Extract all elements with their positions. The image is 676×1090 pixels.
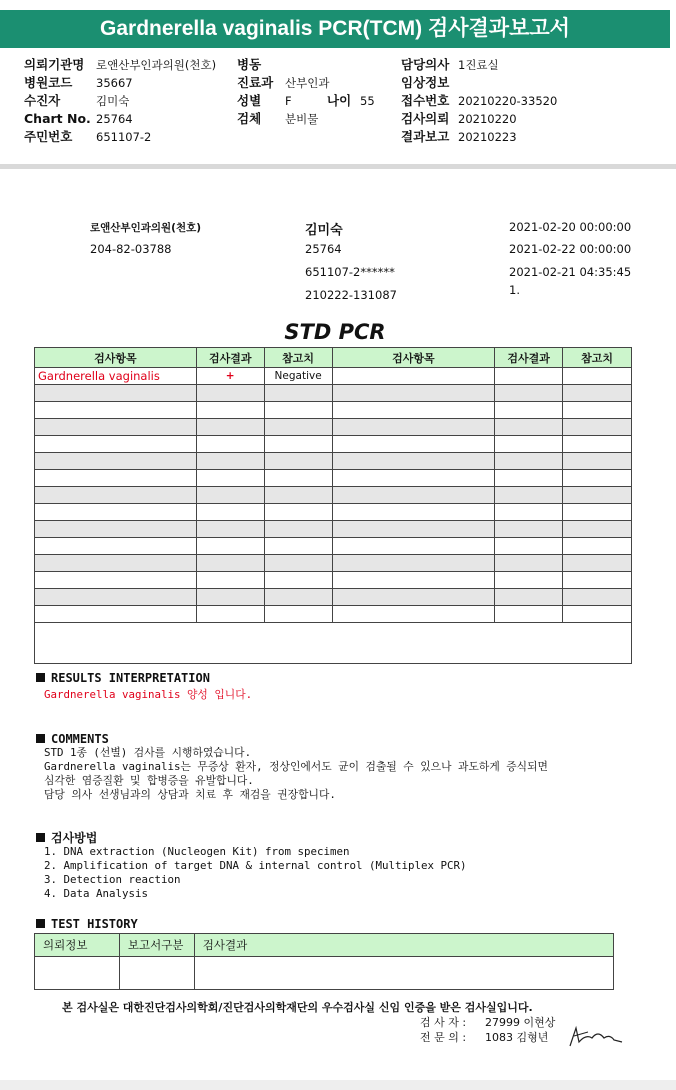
cell-test-item-2 — [332, 368, 495, 385]
method-line: 4. Data Analysis — [44, 887, 149, 900]
label-age: 나이 — [327, 93, 352, 108]
comments-heading-text: COMMENTS — [51, 732, 109, 746]
page-bottom-band — [0, 1080, 676, 1090]
table-row — [35, 521, 632, 538]
label-chart-no: Chart No. — [24, 111, 91, 126]
value-chart-no: 25764 — [96, 112, 133, 126]
label-hospital-code: 병원코드 — [24, 75, 73, 90]
table-row — [35, 385, 632, 402]
std-pcr-table — [34, 347, 632, 664]
patient-chart: 25764 — [305, 242, 342, 256]
label-sex: 성별 — [237, 93, 262, 108]
label-doctor: 담당의사 — [401, 57, 450, 72]
value-patient: 김미숙 — [96, 94, 130, 108]
section-title: STD PCR — [284, 320, 386, 344]
date-1: 2021-02-20 00:00:00 — [509, 220, 632, 234]
comment-line: 담당 의사 선생님과의 상담과 치료 후 재검을 권장합니다. — [44, 788, 336, 801]
comments-heading — [36, 732, 109, 746]
results-text: Gardnerella vaginalis 양성 입니다. — [44, 688, 253, 701]
comment-line: Gardnerella vaginalis는 무증상 환자, 정상인에서도 균이 검출될 수 있으나 과도하게 증식되면 — [44, 760, 548, 773]
th-report-type: 보고서구분 — [119, 934, 194, 957]
tester-value: 27999 이현상 — [485, 1016, 556, 1029]
cell-test-item: Gardnerella vaginalis — [35, 368, 197, 385]
value-doctor: 1진료실 — [458, 58, 499, 72]
history-heading — [36, 917, 138, 931]
header-divider — [0, 164, 676, 169]
date-3-suffix: 1. — [509, 283, 520, 297]
patient-name: 김미숙 — [305, 223, 343, 238]
table-row — [35, 572, 632, 589]
history-table — [34, 933, 614, 990]
method-line: 2. Amplification of target DNA & internal control (Multiplex PCR) — [44, 859, 467, 872]
table-row — [35, 487, 632, 504]
results-heading — [36, 671, 210, 685]
value-report-date: 20210223 — [458, 130, 517, 144]
table-row — [35, 470, 632, 487]
comment-line: STD 1종 (선별) 검사를 시행하였습니다. — [44, 746, 252, 759]
tester-label: 검 사 자 : — [420, 1016, 467, 1029]
value-request-date: 20210220 — [458, 112, 517, 126]
table-row — [35, 606, 632, 623]
method-line: 3. Detection reaction — [44, 873, 181, 886]
label-requester: 의뢰기관명 — [24, 57, 85, 72]
th-request-info: 의뢰정보 — [35, 934, 120, 957]
table-row — [35, 453, 632, 470]
table-row — [35, 589, 632, 606]
th-result-2: 검사결과 — [495, 348, 563, 368]
th-test-item-2: 검사항목 — [332, 348, 495, 368]
value-rrn: 651107-2 — [96, 130, 152, 144]
cell-reference-2 — [563, 368, 632, 385]
header-col1 — [24, 56, 216, 146]
header-col3 — [401, 56, 557, 146]
specialist-value: 1083 김형년 — [485, 1031, 549, 1044]
label-department: 진료과 — [237, 75, 274, 90]
history-heading-text: TEST HISTORY — [51, 917, 138, 931]
method-heading-text: 검사방법 — [51, 831, 98, 845]
th-result-1: 검사결과 — [196, 348, 264, 368]
header-col2 — [237, 56, 375, 128]
method-heading — [36, 829, 97, 846]
cell-result-2 — [495, 368, 563, 385]
date-2: 2021-02-22 00:00:00 — [509, 242, 632, 256]
table-footer-row — [35, 623, 632, 664]
label-request-date: 검사의뢰 — [401, 111, 450, 126]
patient-rrn: 651107-2****** — [305, 265, 395, 279]
label-specimen: 검체 — [237, 111, 262, 126]
value-department: 산부인과 — [285, 76, 330, 90]
table-row — [35, 368, 632, 385]
label-receipt-no: 접수번호 — [401, 93, 450, 108]
value-age: 55 — [360, 94, 375, 108]
th-test-result: 검사결과 — [194, 934, 613, 957]
th-reference-2: 참고치 — [563, 348, 632, 368]
table-row — [35, 957, 614, 990]
label-ward: 병동 — [237, 57, 262, 72]
table-row — [35, 402, 632, 419]
label-rrn: 주민번호 — [24, 129, 73, 144]
th-test-item-1: 검사항목 — [35, 348, 197, 368]
cell-result: + — [196, 368, 264, 385]
value-requester: 로앤산부인과의원(천호) — [96, 58, 217, 72]
patient-receipt: 210222-131087 — [305, 288, 397, 302]
table-row — [35, 436, 632, 453]
label-clinical-info: 임상정보 — [401, 75, 450, 90]
label-report-date: 결과보고 — [401, 129, 450, 144]
specialist-label: 전 문 의 : — [420, 1031, 467, 1044]
date-3: 2021-02-21 04:35:45 — [509, 265, 632, 279]
results-heading-text: RESULTS INTERPRETATION — [51, 671, 210, 685]
certification-statement: 본 검사실은 대한진단검사의학회/진단검사의학재단의 우수검사실 신임 인증을 받은 검사실입니다. — [62, 1001, 533, 1014]
signature-image — [566, 1022, 626, 1050]
table-header-row — [35, 348, 632, 368]
label-patient: 수진자 — [24, 93, 61, 108]
value-receipt-no: 20210220-33520 — [458, 94, 558, 108]
table-row — [35, 419, 632, 436]
comment-line: 심각한 염증질환 및 합병증을 유발합니다. — [44, 774, 254, 787]
biz-number: 204-82-03788 — [90, 242, 172, 256]
table-row — [35, 504, 632, 521]
cell-reference: Negative — [264, 368, 332, 385]
th-reference-1: 참고치 — [264, 348, 332, 368]
report-title: Gardnerella vaginalis PCR(TCM) 검사결과보고서 — [0, 10, 670, 48]
value-sex: F — [285, 94, 292, 108]
method-line: 1. DNA extraction (Nucleogen Kit) from specimen — [44, 845, 350, 858]
value-specimen: 분비물 — [285, 112, 319, 126]
value-hospital-code: 35667 — [96, 76, 133, 90]
table-row — [35, 555, 632, 572]
table-row — [35, 538, 632, 555]
clinic-name: 로앤산부인과의원(천호) — [90, 222, 202, 234]
